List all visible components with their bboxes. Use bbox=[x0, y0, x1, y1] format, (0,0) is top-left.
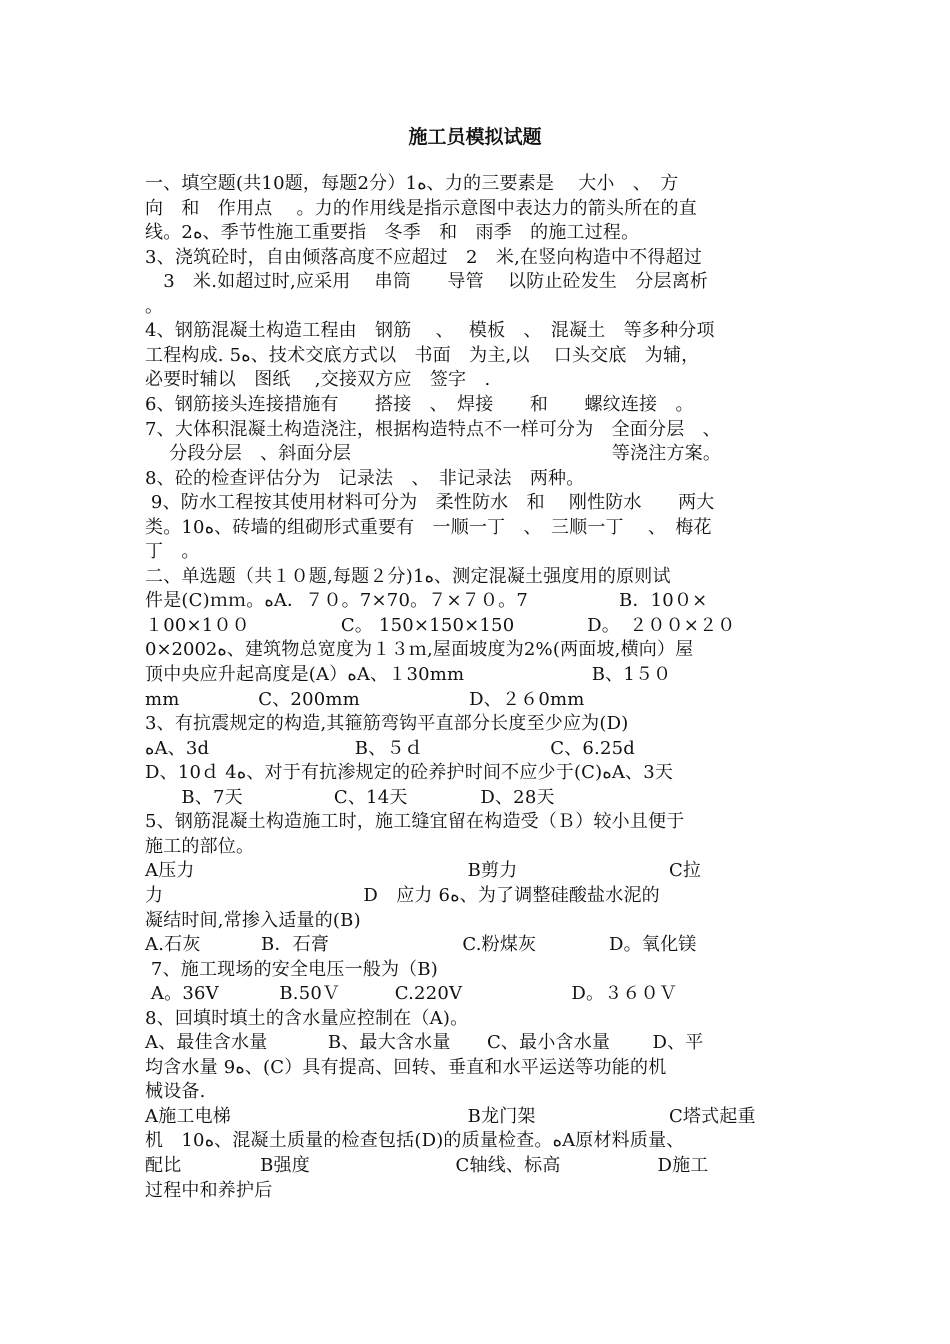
text-line: 一、填空题(共10题，每题2分）1ﻩ、力的三要素是 大小 、 方 bbox=[145, 173, 679, 194]
text-line: 0×2002ﻩ、建筑物总宽度为１３ｍ,屋面坡度为2%(两面坡,横向）屋 bbox=[145, 639, 694, 661]
text-line: 8、砼的检查评估分为 记录法 、 非记录法 两种。 bbox=[145, 467, 585, 489]
text-line: 7、施工现场的安全电压一般为（B) bbox=[145, 958, 439, 980]
text-line: 工程构成. 5ﻩ、技术交底方式以 书面 为主,以 口头交底 为辅， bbox=[145, 344, 700, 366]
text-line: 凝结时间,常掺入适量的(B) bbox=[145, 909, 361, 931]
text-line: １00×1００ C。 150×150×150 D。 ２００×２０ bbox=[145, 614, 736, 636]
text-line: 3、有抗震规定的构造,其箍筋弯钩平直部分长度至少应为(D) bbox=[145, 713, 629, 735]
text-line: 3 米.如超过时,应采用 串筒 导管 以防止砼发生 分层离析 bbox=[145, 271, 709, 293]
text-line: A压力 B剪力 C拉 bbox=[145, 860, 702, 882]
text-line: 线。2ﻩ、季节性施工重要指 冬季 和 雨季 的施工过程。 bbox=[145, 222, 640, 244]
text-line: A。36V B.50Ｖ C.220V D。３６０Ｖ bbox=[145, 983, 678, 1005]
text-line: 施工的部位。 bbox=[145, 835, 255, 857]
text-line: 6、钢筋接头连接措施有 搭接 、 焊接 和 螺纹连接 。 bbox=[145, 393, 694, 415]
text-line: A施工电梯 B龙门架 C塔式起重 bbox=[145, 1105, 756, 1127]
text-line: 配比 B强度 C轴线、标高 D施工 bbox=[145, 1155, 709, 1176]
text-line: 4、钢筋混凝土构造工程由 钢筋 、 模板 、 混凝土 等多种分项 bbox=[145, 320, 715, 342]
text-line: B、7天 C、14天 D、28天 bbox=[145, 786, 555, 808]
text-line: 械设备. bbox=[145, 1081, 206, 1103]
text-line: 机 10ﻩ、混凝土质量的检查包括(D)的质量检查。ﻩA原材料质量、 bbox=[145, 1130, 685, 1152]
text-line: 力 D 应力 6ﻩ、为了调整硅酸盐水泥的 bbox=[145, 884, 660, 906]
text-line: 过程中和养护后 bbox=[145, 1179, 273, 1201]
text-line: 8、回填时填土的含水量应控制在（A)。 bbox=[145, 1007, 469, 1029]
text-line: 丁 。 bbox=[145, 541, 200, 563]
text-line: 分段分层 、斜面分层 等浇注方案。 bbox=[145, 443, 722, 465]
text-line: 9、防水工程按其使用材料可分为 柔性防水 和 刚性防水 两大 bbox=[145, 492, 715, 514]
text-line: 二、单选题（共１０题,每题２分)1ﻩ、测定混凝土强度用的原则试 bbox=[145, 565, 671, 587]
text-line: 必要时辅以 图纸 ,交接双方应 签字 . bbox=[145, 369, 491, 391]
text-line: 顶中央应升起高度是(A）ﻩA、１30mm B、1５０ bbox=[145, 664, 672, 685]
text-line: 类。10ﻩ、砖墙的组砌形式重要有 一顺一丁 、 三顺一丁 、 梅花 bbox=[145, 516, 712, 538]
text-line: 均含水量 9ﻩ、(C）具有提高、回转、垂直和水平运送等功能的机 bbox=[145, 1056, 667, 1078]
text-line: A、最佳含水量 B、最大含水量 C、最小含水量 D、平 bbox=[145, 1032, 704, 1054]
text-line: 向 和 作用点 。力的作用线是指示意图中表达力的箭头所在的直 bbox=[145, 197, 697, 219]
text-line: 5、钢筋混凝土构造施工时，施工缝宜留在构造受（Ｂ）较小且便于 bbox=[145, 811, 685, 833]
text-line: 。 bbox=[145, 295, 164, 317]
text-line: A.石灰 B．石膏 C.粉煤灰 D。氧化镁 bbox=[145, 934, 697, 956]
text-line: mm C、200mm D、２６0mm bbox=[145, 688, 585, 710]
text-line: 件是(C)ｍｍ。ﻩA．７０。7×70。７×７０。7 B．10０× bbox=[145, 590, 708, 612]
text-line: ﻩA、3d B、５ｄ C、6.25d bbox=[145, 737, 636, 759]
text-line: 7、大体积混凝土构造浇注，根据构造特点不一样可分为 全面分层 、 bbox=[145, 418, 721, 440]
text-line: 3、浇筑砼时，自由倾落高度不应超过 2 米,在竖向构造中不得超过 bbox=[145, 246, 703, 268]
text-line: D、10ｄ 4ﻩ、对于有抗渗规定的砼养护时间不应少于(C)ﻩA、3天 bbox=[145, 762, 674, 784]
document-title: 施工员模拟试题 bbox=[408, 126, 542, 148]
